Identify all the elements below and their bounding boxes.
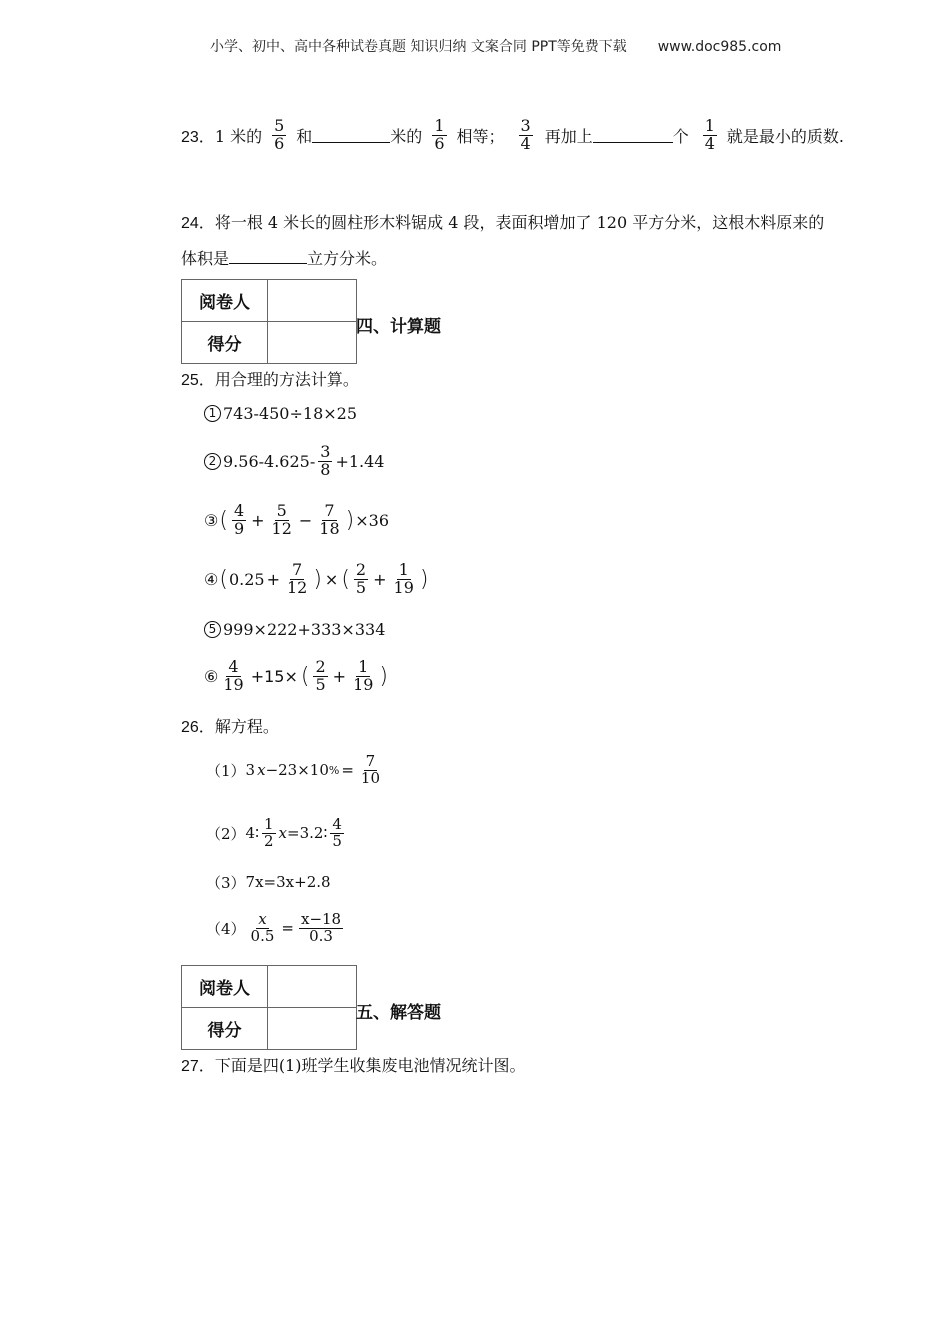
q25-item-1 bbox=[204, 402, 357, 424]
q26-item-1 bbox=[206, 747, 385, 793]
fraction: $\frac{3}{8}$ bbox=[320, 441, 331, 479]
fraction-1: $\frac{x}{0.5}$ bbox=[250, 909, 275, 945]
item-mark: ③ bbox=[204, 510, 219, 530]
item-label: （4） bbox=[206, 919, 246, 938]
expression-b: +1.44 bbox=[335, 451, 385, 471]
right-paren: ) bbox=[313, 566, 322, 592]
question-25 bbox=[181, 367, 359, 390]
grader-cell[interactable] bbox=[268, 966, 357, 1008]
q23-text-4: 相等； bbox=[456, 126, 505, 146]
q27-text: 下面是四(1)班学生收集废电池情况统计图。 bbox=[214, 1056, 526, 1075]
operator: + bbox=[266, 569, 280, 589]
q26-item-4 bbox=[206, 905, 346, 951]
q24-line-1: 将一根 4 米长的圆柱形木料锯成 4 段，表面积增加了 120 平方分米，这根木料原来的 bbox=[214, 213, 825, 232]
q23-text-3: 米的 bbox=[390, 126, 423, 146]
q26-item-2 bbox=[206, 810, 347, 856]
item-mark: ④ bbox=[204, 569, 219, 589]
left-paren: ( bbox=[219, 566, 228, 592]
operator: + bbox=[251, 510, 265, 530]
q25-item-2 bbox=[204, 438, 384, 484]
operator: +15× bbox=[250, 666, 298, 686]
item-mark: 5 bbox=[204, 621, 221, 638]
q26-item-3 bbox=[206, 871, 331, 893]
variable: x bbox=[257, 761, 266, 779]
item-mark: ⑥ bbox=[204, 666, 219, 686]
fraction: $\frac{7}{10}$ bbox=[360, 751, 380, 787]
operator: × bbox=[324, 569, 339, 589]
question-number: 24． bbox=[181, 215, 215, 232]
fraction-3: $\frac{1}{19}$ bbox=[393, 559, 414, 597]
q24-text-b: 立方分米。 bbox=[307, 249, 388, 268]
equals: = bbox=[341, 761, 354, 779]
variable: x bbox=[278, 824, 288, 842]
grader-label: 阅卷人 bbox=[182, 280, 268, 322]
right-paren: ) bbox=[419, 566, 429, 592]
q24-text-a: 体积是 bbox=[181, 249, 230, 268]
q23-text-6: 个 bbox=[672, 126, 689, 146]
q24-blank[interactable] bbox=[229, 248, 307, 264]
q23-blank-2[interactable] bbox=[593, 127, 673, 143]
item-label: （1） bbox=[206, 761, 246, 780]
left-paren: ( bbox=[341, 566, 350, 592]
fraction-3: $\frac{1}{19}$ bbox=[353, 656, 374, 694]
left-paren: ( bbox=[300, 663, 310, 689]
section-5-title: 五、解答题 bbox=[356, 1003, 441, 1023]
q25-item-4 bbox=[204, 556, 429, 602]
item-label: （3） bbox=[206, 873, 246, 892]
question-27 bbox=[181, 1053, 525, 1076]
expression-tail: ×36 bbox=[355, 510, 390, 530]
expression: −23×10 bbox=[265, 761, 329, 779]
score-box-section-5 bbox=[181, 965, 357, 1050]
item-mark: 2 bbox=[204, 453, 221, 470]
right-paren: ) bbox=[345, 507, 355, 533]
operator: + bbox=[332, 666, 347, 686]
q23-fraction-3: $\frac{3}{4}$ bbox=[520, 115, 531, 153]
q23-fraction-4: $\frac{1}{4}$ bbox=[704, 115, 715, 153]
page-header bbox=[210, 36, 781, 56]
q23-text-1: 1 米的 bbox=[214, 126, 263, 146]
fraction-2: $\frac{x-18}{0.3}$ bbox=[300, 909, 342, 945]
header-url[interactable]: www.doc985.com bbox=[657, 39, 782, 55]
fraction-2: $\frac{4}{5}$ bbox=[332, 814, 342, 850]
grader-cell[interactable] bbox=[268, 280, 357, 322]
question-number: 23． bbox=[181, 128, 215, 146]
score-cell[interactable] bbox=[268, 1008, 357, 1050]
fraction-2: $\frac{2}{5}$ bbox=[315, 656, 326, 694]
q26-text: 解方程。 bbox=[214, 717, 279, 736]
expression-a: 4∶ bbox=[245, 824, 259, 842]
question-24 bbox=[181, 210, 824, 233]
expression-b: =3.2∶ bbox=[287, 824, 328, 842]
fraction-3: $\frac{7}{18}$ bbox=[319, 500, 340, 538]
q25-item-5 bbox=[204, 618, 385, 640]
header-text: 小学、初中、高中各种试卷真题 知识归纳 文案合同 PPT等免费下载 bbox=[210, 39, 627, 55]
score-label: 得分 bbox=[182, 322, 268, 364]
question-26 bbox=[181, 714, 279, 737]
question-number: 27． bbox=[181, 1058, 215, 1075]
expression-a: 0.25 bbox=[228, 569, 265, 589]
coefficient: 3 bbox=[245, 761, 256, 779]
fraction-1: $\frac{4}{9}$ bbox=[233, 500, 245, 538]
section-4-title: 四、计算题 bbox=[356, 317, 441, 337]
fraction-1: $\frac{7}{12}$ bbox=[286, 559, 308, 597]
equals: = bbox=[281, 919, 294, 937]
left-paren: ( bbox=[219, 507, 228, 533]
question-number: 26． bbox=[181, 719, 215, 736]
expression-a: 9.56-4.625- bbox=[223, 451, 316, 471]
fraction-1: $\frac{4}{19}$ bbox=[223, 656, 244, 694]
expression: 999×222+333×334 bbox=[223, 619, 386, 639]
grader-label: 阅卷人 bbox=[182, 966, 268, 1008]
question-24-line-2 bbox=[181, 246, 387, 269]
expression: 743-450÷18×25 bbox=[223, 403, 358, 423]
q25-text: 用合理的方法计算。 bbox=[214, 370, 359, 389]
q25-item-3 bbox=[204, 497, 389, 543]
q23-fraction-1: $\frac{5}{6}$ bbox=[274, 115, 285, 153]
question-23 bbox=[181, 112, 844, 158]
score-cell[interactable] bbox=[268, 322, 357, 364]
percent-sign: % bbox=[328, 763, 340, 777]
q23-text-2: 和 bbox=[296, 126, 313, 146]
fraction-1: $\frac{1}{2}$ bbox=[264, 814, 274, 850]
operator: + bbox=[373, 569, 387, 589]
q23-text-7: 就是最小的质数. bbox=[726, 126, 845, 146]
equation: 7x=3x+2.8 bbox=[245, 873, 331, 891]
q23-fraction-2: $\frac{1}{6}$ bbox=[434, 115, 445, 153]
q25-item-6 bbox=[204, 653, 389, 699]
question-number: 25． bbox=[181, 372, 215, 389]
fraction-2: $\frac{2}{5}$ bbox=[355, 559, 367, 597]
score-label: 得分 bbox=[182, 1008, 268, 1050]
operator: − bbox=[298, 510, 313, 530]
q23-text-5: 再加上 bbox=[544, 126, 593, 146]
item-mark: 1 bbox=[204, 405, 221, 422]
item-label: （2） bbox=[206, 824, 246, 843]
q23-blank-1[interactable] bbox=[312, 127, 390, 143]
score-box-section-4 bbox=[181, 279, 357, 364]
fraction-2: $\frac{5}{12}$ bbox=[271, 500, 292, 538]
right-paren: ) bbox=[379, 663, 389, 689]
